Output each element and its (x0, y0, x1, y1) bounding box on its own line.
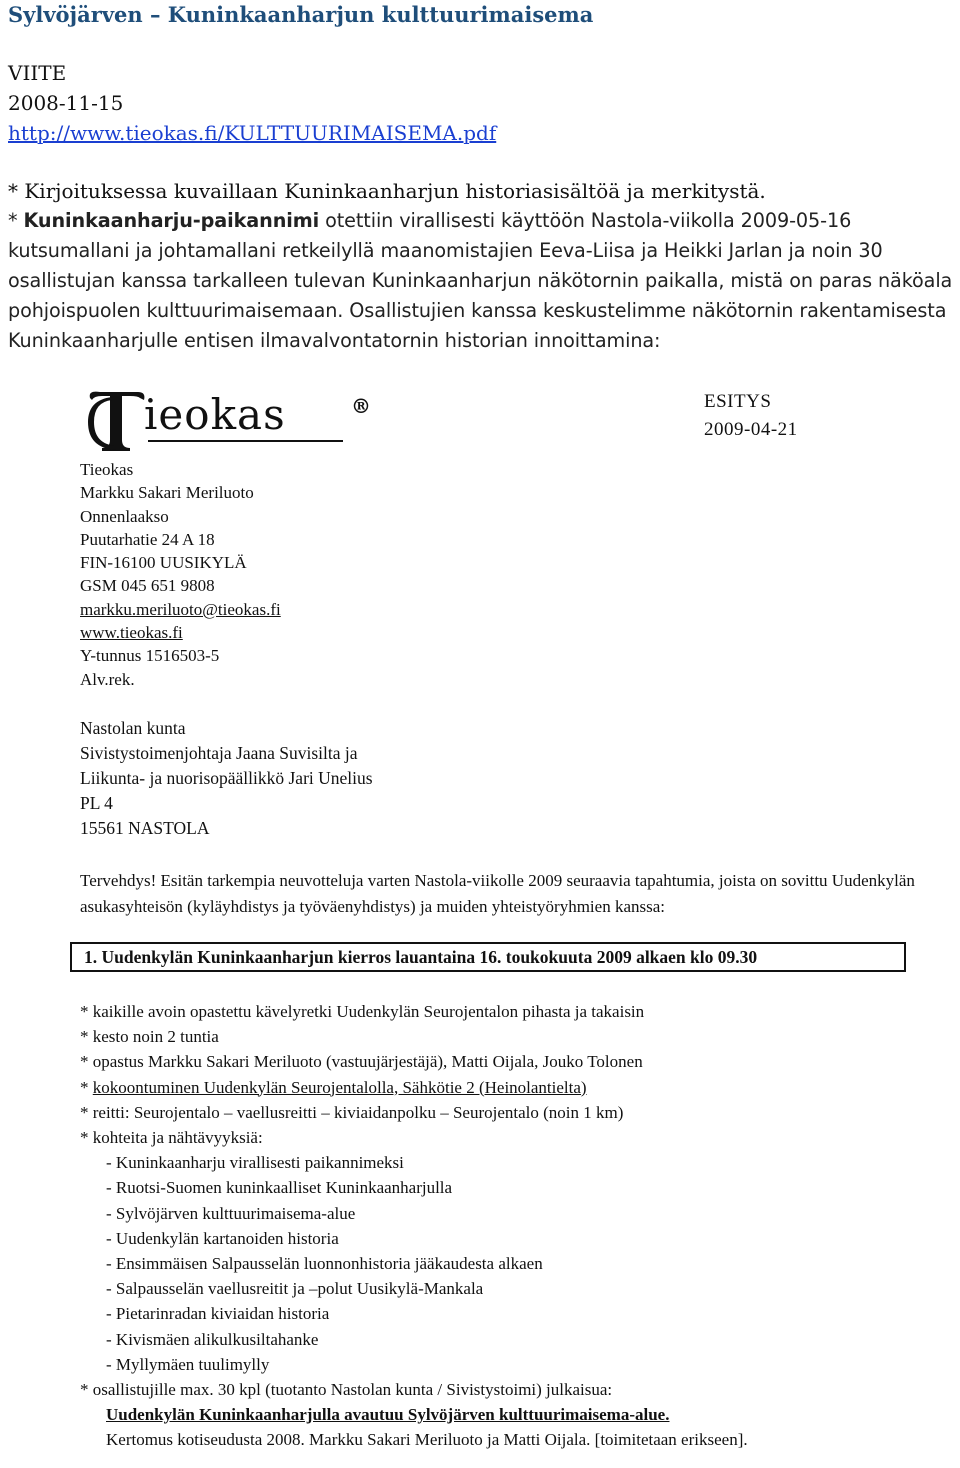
sender-line: Alv.rek. (80, 669, 135, 689)
detail-prefix: * (80, 1077, 93, 1097)
sight-item: - Pietarinradan kiviaidan historia (106, 1304, 330, 1324)
sight-item: - Kuninkaanharju virallisesti paikannimeksi (106, 1153, 404, 1173)
reference-date: 2008-11-15 (8, 91, 124, 115)
reference-block (8, 30, 958, 206)
logo-t-glyph-icon (86, 388, 148, 452)
reference-label: VIITE (8, 61, 67, 85)
detail-item: * opastus Markku Sakari Meriluoto (vastuujärjestäjä), Matti Oijala, Jouko Tolonen (80, 1052, 643, 1072)
sender-email-link[interactable]: markku.meriluoto@tieokas.fi (80, 599, 281, 619)
recipient-line: PL 4 (80, 793, 113, 813)
detail-item: * kaikille avoin opastettu kävelyretki Uudenkylän Seurojentalon pihasta ja takaisin (80, 1002, 645, 1021)
sender-line: Puutarhatie 24 A 18 (80, 529, 215, 549)
sender-line: Onnenlaakso (80, 506, 169, 526)
sight-item: - Myllymäen tuulimylly (106, 1354, 270, 1374)
recipient-line: 15561 NASTOLA (80, 818, 210, 838)
sender-web-link[interactable]: www.tieokas.fi (80, 623, 183, 643)
sight-item: - Uudenkylän kartanoiden historia (106, 1228, 339, 1248)
document-type-block (704, 388, 798, 444)
document-header (8, 0, 958, 356)
para-bold-term: Kuninkaanharju-paikannimi (23, 209, 320, 232)
sight-item: - Ruotsi-Suomen kuninkaalliset Kuninkaanharjulla (106, 1178, 453, 1198)
sender-line: Y-tunnus 1516503-5 (80, 646, 220, 666)
greeting-paragraph: Tervehdys! Esitän tarkempia neuvotteluja varten Nastola-viikolle 2009 seuraavia tapahtumia, joista on sovittu Uudenkylän asukasyhteisön (kyläyhdistys ja työväenyhdistys) ja muiden yhteistyöryhmien kanssa: (80, 871, 915, 916)
scanned-letter (62, 386, 942, 1466)
sight-item: - Ensimmäisen Salpausselän luonnonhistoria jääkaudesta alkaen (106, 1254, 543, 1274)
recipient-line: Nastolan kunta (80, 718, 186, 738)
publication-description: Kertomus kotiseudusta 2008. Markku Sakari Meriluoto ja Matti Oijala. [toimitetaan erikseen]. (106, 1430, 748, 1450)
document-date: 2009-04-21 (704, 419, 798, 440)
sight-item: - Salpausselän vaellusreitit ja –polut Uusikylä-Mankala (106, 1279, 484, 1299)
logo-text: ieokas (144, 390, 286, 439)
spacer (8, 148, 958, 176)
sender-line: Tieokas (80, 460, 134, 479)
document-type: ESITYS (704, 391, 772, 412)
sender-line: GSM 045 651 9808 (80, 576, 215, 596)
detail-item (80, 1075, 920, 1100)
sender-line: Markku Sakari Meriluoto (80, 483, 254, 503)
summary-line: * Kirjoituksessa kuvaillaan Kuninkaanharjun historiasisältöä ja merkitystä. (8, 179, 766, 203)
meeting-point: kokoontuminen Uudenkylän Seurojentalolla, Sähkötie 2 (Heinolantielta) (92, 1077, 587, 1097)
event-title-box (70, 942, 906, 972)
detail-item: * osallistujille max. 30 kpl (tuotanto Nastolan kunta / Sivistystoimi) julkaisua: (80, 1380, 613, 1400)
sight-item: - Sylvöjärven kulttuurimaisema-alue (106, 1203, 356, 1223)
event-title: 1. Uudenkylän Kuninkaanharjun kierros lauantaina 16. toukokuuta 2009 alkaen klo 09.30 (84, 947, 758, 967)
para-text: otettiin virallisesti käyttöön Nastola-viikolla 2009-05-16 kutsumallani ja johtamallani retkeilyllä maanomistajien Eeva-Liisa ja Heikki Jarlan ja noin 30 osallistujan kanssa tarkalleen tulevan Kuninkaanharjun näkötornin paikalla, mistä on paras näköala pohjoispuolen kulttuurimaisemaan. Osallistujien kanssa keskustelimme näkötornin rakentamisesta Kuninkaanharjulle entisen ilmavalvontatornin historian innoittamina: (8, 209, 953, 352)
event-details (80, 999, 920, 1453)
detail-item: * reitti: Seurojentalo – vaellusreitti – kiviaidanpolku – Seurojentalo (noin 1 km) (80, 1102, 624, 1122)
recipient-line: Liikunta- ja nuorisopäällikkö Jari Unelius (80, 768, 373, 788)
publication-title: Uudenkylän Kuninkaanharjulla avautuu Sylvöjärven kulttuurimaisema-alue. (106, 1405, 670, 1425)
sender-line: FIN-16100 UUSIKYLÄ (80, 553, 247, 573)
tieokas-logo (86, 388, 371, 452)
page-title: Sylvöjärven – Kuninkaanharjun kulttuurimaisema (8, 2, 594, 27)
body-paragraph (8, 206, 958, 356)
recipient-line: Sivistystoimenjohtaja Jaana Suvisilta ja (80, 743, 358, 763)
detail-item: * kesto noin 2 tuntia (80, 1027, 219, 1047)
spacer (8, 30, 958, 58)
logo-underline (148, 440, 343, 442)
sender-address (80, 458, 281, 691)
reference-link[interactable]: http://www.tieokas.fi/KULTTUURIMAISEMA.pdf (8, 121, 497, 145)
detail-item: * kohteita ja nähtävyyksiä: (80, 1128, 263, 1148)
para-prefix: * (8, 209, 24, 232)
sight-item: - Kivismäen alikulkusiltahanke (106, 1329, 319, 1349)
recipient-address (80, 716, 373, 841)
registered-mark: ® (351, 394, 371, 418)
